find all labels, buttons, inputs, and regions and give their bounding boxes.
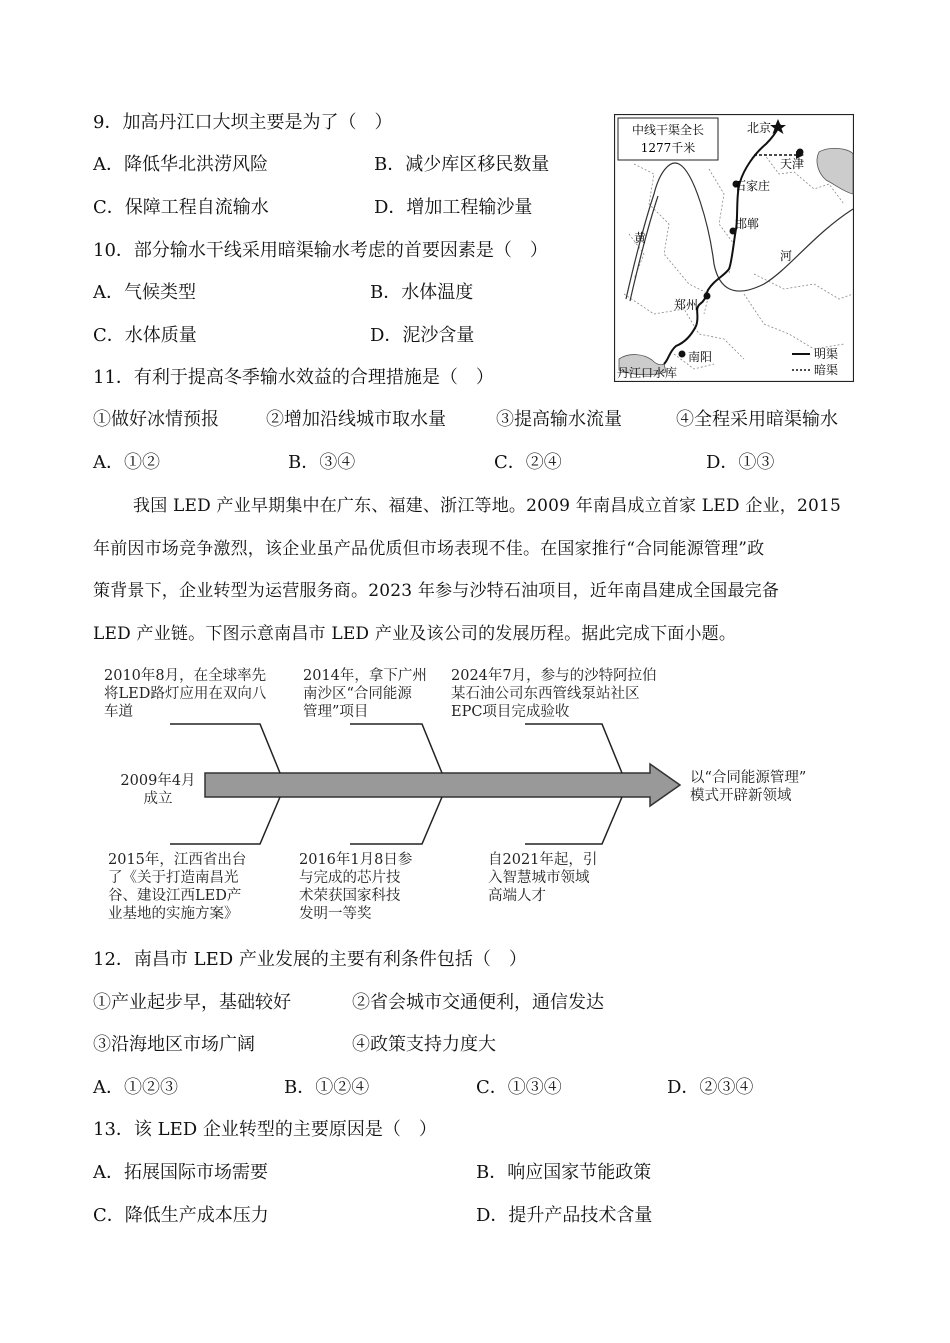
timeline-top-3-line1: 2024年7月，参与的沙特阿拉伯 — [451, 668, 657, 684]
timeline-bottom-3-line2: 入智慧城市领域 — [488, 870, 590, 886]
q9-option-a[interactable]: A．降低华北洪涝风险 — [93, 154, 268, 175]
timeline-bottom-3-line3: 高端人才 — [488, 888, 546, 904]
q12-item-3: ③沿海地区市场广阔 — [93, 1034, 255, 1055]
passage-line-2: 年前因市场竞争激烈，该企业虽产品优质但市场表现不佳。在国家推行“合同能源管理”政 — [93, 539, 765, 559]
q11-option-a[interactable]: A．①② — [93, 452, 160, 473]
question-11-stem: 11．有利于提高冬季输水效益的合理措施是（ ） — [93, 367, 494, 388]
timeline-top-1-line2: 将LED路灯应用在双向八 — [104, 686, 267, 702]
timeline-top-2-line1: 2014年，拿下广州 — [303, 668, 427, 684]
q12-option-c[interactable]: C．①③④ — [476, 1077, 562, 1098]
timeline-start-line1: 2009年4月 — [120, 773, 196, 789]
city-tianjin: 天津 — [780, 157, 805, 171]
canal-map — [614, 114, 854, 382]
q9-option-b[interactable]: B．减少库区移民数量 — [374, 154, 550, 175]
timeline-start-line2: 成立 — [143, 791, 173, 807]
timeline-bottom-1-line2: 了《关于打造南昌光 — [108, 870, 239, 886]
passage-line-4: LED 产业链。下图示意南昌市 LED 产业及该公司的发展历程。据此完成下面小题。 — [93, 624, 737, 644]
question-10-stem: 10．部分输水干线采用暗渠输水考虑的首要因素是（ ） — [93, 240, 548, 261]
question-12-stem: 12．南昌市 LED 产业发展的主要有利条件包括（ ） — [93, 949, 527, 970]
q9-option-d[interactable]: D．增加工程输沙量 — [374, 197, 533, 218]
map-title-line2: 1277千米 — [640, 141, 696, 155]
river-label-huang: 黄 — [634, 231, 647, 245]
q11-item-4: ④全程采用暗渠输水 — [676, 409, 838, 430]
q10-option-a[interactable]: A．气候类型 — [93, 282, 196, 303]
q12-option-d[interactable]: D．②③④ — [667, 1077, 754, 1098]
q11-item-2: ②增加沿线城市取水量 — [266, 409, 446, 430]
city-zhengzhou: 郑州 — [674, 298, 699, 312]
q13-option-a[interactable]: A．拓展国际市场需要 — [93, 1162, 268, 1183]
question-9-stem: 9．加高丹江口大坝主要是为了（ ） — [93, 112, 393, 133]
timeline-end-line1: 以“合同能源管理” — [690, 770, 807, 786]
reservoir-label: 丹江口水库 — [617, 366, 678, 380]
timeline-bottom-2-line4: 发明一等奖 — [299, 906, 372, 922]
q12-item-2: ②省会城市交通便利，通信发达 — [352, 992, 604, 1013]
q10-option-c[interactable]: C．水体质量 — [93, 325, 197, 346]
timeline-bottom-2-line1: 2016年1月8日参 — [299, 852, 413, 868]
legend-open-canal: 明渠 — [814, 347, 839, 361]
q13-option-b[interactable]: B．响应国家节能政策 — [476, 1162, 652, 1183]
map-title-line1: 中线干渠全长 — [631, 123, 705, 137]
q11-item-3: ③提高输水流量 — [496, 409, 622, 430]
q10-option-d[interactable]: D．泥沙含量 — [370, 325, 475, 346]
city-shijiazhuang: 石家庄 — [734, 179, 771, 193]
q10-option-b[interactable]: B．水体温度 — [370, 282, 474, 303]
city-nanyang: 南阳 — [688, 350, 713, 364]
q9-option-c[interactable]: C．保障工程自流输水 — [93, 197, 269, 218]
timeline-top-1-line1: 2010年8月，在全球率先 — [104, 668, 267, 684]
city-handan: 邯郸 — [735, 217, 760, 231]
q11-option-d[interactable]: D．①③ — [706, 452, 775, 473]
timeline-bottom-3-line1: 自2021年起，引 — [488, 852, 598, 868]
timeline-bottom-1-line4: 业基地的实施方案》 — [108, 906, 239, 922]
passage-line-1: 我国 LED 产业早期集中在广东、福建、浙江等地。2009 年南昌成立首家 LED 企业，2015 — [133, 496, 842, 516]
question-13-stem: 13．该 LED 企业转型的主要原因是（ ） — [93, 1119, 437, 1140]
q12-item-4: ④政策支持力度大 — [352, 1034, 496, 1055]
q12-item-1: ①产业起步早，基础较好 — [93, 992, 291, 1013]
timeline-top-3-line2: 某石油公司东西管线泵站社区 — [451, 686, 640, 702]
timeline-top-3-line3: EPC项目完成验收 — [451, 704, 570, 720]
timeline-bottom-2-line2: 与完成的芯片技 — [299, 870, 401, 886]
q13-option-d[interactable]: D．提升产品技术含量 — [476, 1205, 653, 1226]
timeline-top-2-line3: 管理”项目 — [303, 704, 369, 720]
q13-option-c[interactable]: C．降低生产成本压力 — [93, 1205, 269, 1226]
timeline-end-line2: 模式开辟新领域 — [690, 788, 792, 804]
q12-option-b[interactable]: B．①②④ — [284, 1077, 370, 1098]
q12-option-a[interactable]: A．①②③ — [93, 1077, 178, 1098]
city-beijing: 北京 — [747, 121, 772, 135]
timeline-top-1-line3: 车道 — [104, 704, 133, 720]
timeline-top-2-line2: 南沙区“合同能源 — [303, 686, 412, 702]
q11-option-b[interactable]: B．③④ — [288, 452, 356, 473]
timeline-bottom-1-line3: 谷、建设江西LED产 — [108, 888, 242, 904]
river-label-he: 河 — [780, 249, 793, 263]
timeline-bottom-1-line1: 2015年，江西省出台 — [108, 852, 247, 868]
q11-item-1: ①做好冰情预报 — [93, 409, 219, 430]
passage-line-3: 策背景下，企业转型为运营服务商。2023 年参与沙特石油项目，近年南昌建成全国最完备 — [93, 581, 780, 601]
timeline-bottom-2-line3: 术荣获国家科技 — [299, 888, 401, 904]
legend-closed-canal: 暗渠 — [814, 363, 839, 377]
q11-option-c[interactable]: C．②④ — [494, 452, 562, 473]
